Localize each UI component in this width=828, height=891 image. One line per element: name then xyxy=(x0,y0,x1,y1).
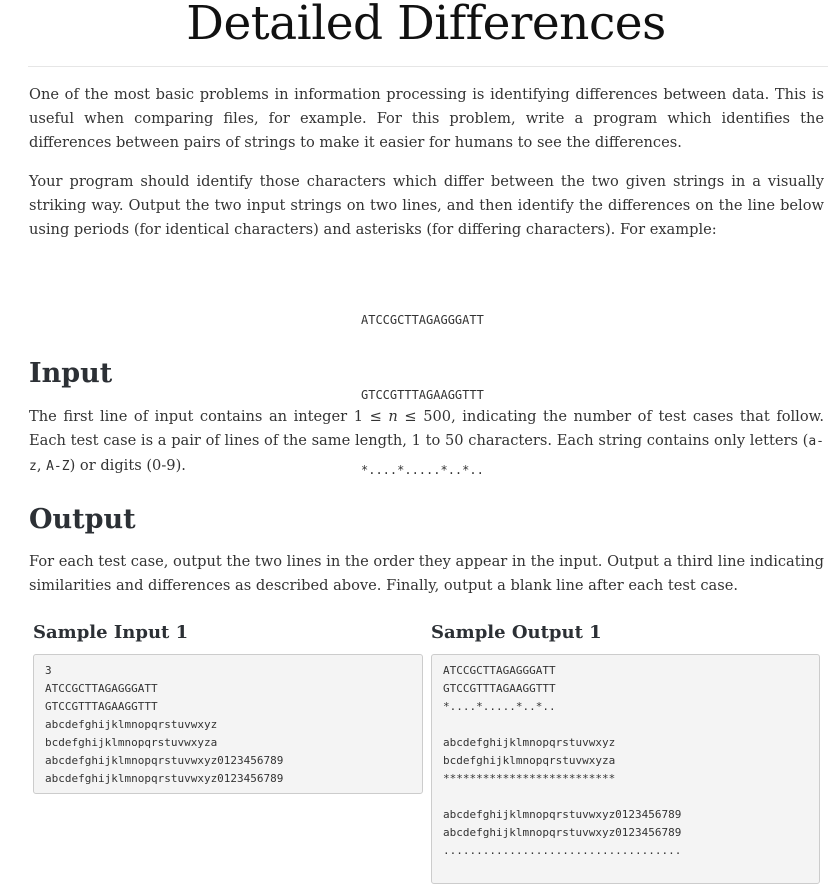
title-divider xyxy=(28,66,828,67)
output-paragraph: For each test case, output the two lines in the order they appear in the input. Output a third line indicating similarities and differences as described above. Finally, output a blank line after each test case. xyxy=(29,553,825,594)
input-paragraph: The first line of input contains an integer 1 ≤ n ≤ 500, indicating the number of test cases that follow. Each test case is a pair of lines of the same length, 1 to 50 characters. Each string contains only letters (a-z, A-Z) or digits (0-9). xyxy=(29,408,825,474)
output-heading: Output xyxy=(29,504,136,535)
input-heading: Input xyxy=(29,358,113,389)
intro-paragraph-2: Your program should identify those characters which differ between the two given strings in a visually striking way. Output the two input strings on two lines, and then identify the differences on the line below using periods (for identical characters) and asterisks (for differing characters). For example: xyxy=(29,173,824,238)
page-title: Detailed Differences xyxy=(186,0,666,51)
example-line: *....*.....*..*.. xyxy=(361,463,484,477)
sample-input-title: Sample Input 1 xyxy=(33,622,189,643)
example-line: ATCCGCTTAGAGGGATT xyxy=(361,313,484,327)
sample-output-title: Sample Output 1 xyxy=(431,622,602,643)
example-line: GTCCGTTTAGAAGGTTT xyxy=(361,388,484,402)
sample-output-content: ATCCGCTTAGAGGGATT GTCCGTTTAGAAGGTTT *....*.....*..*.. abcdefghijklmnopqrstuvwxyz bcdefghijklmnopqrstuvwxyza ************************** abcdefghijklmnopqrstuvwxyz0123456789 abcdefghijklmnopqrstuvwxyz0123456789 .................................... xyxy=(443,664,682,857)
sample-input-content: 3 ATCCGCTTAGAGGGATT GTCCGTTTAGAAGGTTT abcdefghijklmnopqrstuvwxyz bcdefghijklmnopqrstuvwxyza abcdefghijklmnopqrstuvwxyz0123456789 abcdefghijklmnopqrstuvwxyz0123456789 xyxy=(45,664,284,785)
intro-paragraph-1: One of the most basic problems in information processing is identifying differences between data. This is useful when comparing files, for example. For this problem, write a program which identifies the differences between pairs of strings to make it easier for humans to see the differences. xyxy=(29,86,824,151)
example-block xyxy=(361,258,484,533)
sample-input-box[interactable] xyxy=(33,654,423,794)
sample-output-box[interactable] xyxy=(431,654,820,884)
